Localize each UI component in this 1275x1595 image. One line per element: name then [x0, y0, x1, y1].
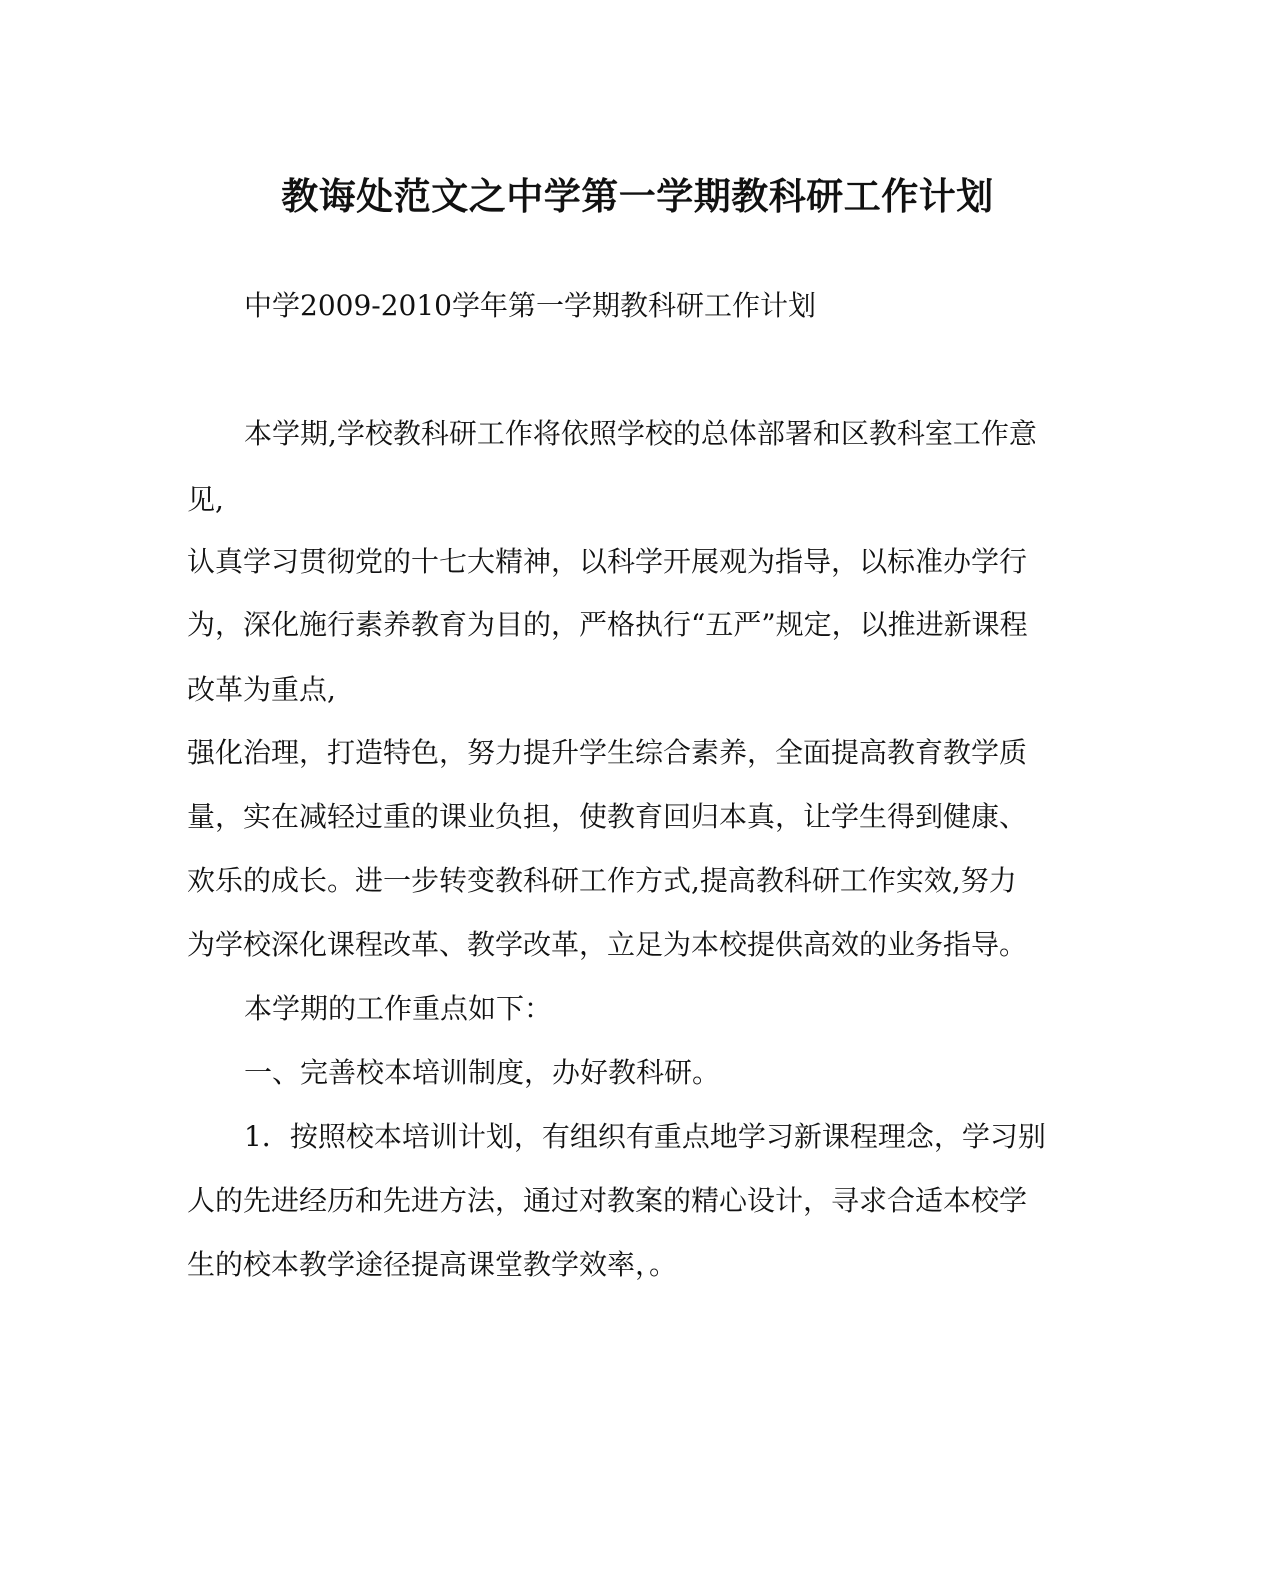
- body-line: 为，深化施行素养教育为目的，严格执行“五严”规定，以推进新课程: [187, 608, 1028, 641]
- section-intro: 本学期的工作重点如下：: [244, 992, 553, 1025]
- body-line: 量，实在减轻过重的课业负担，使教育回归本真，让学生得到健康、: [187, 800, 1028, 833]
- body-line: 认真学习贯彻党的十七大精神，以科学开展观为指导，以标准办学行: [187, 545, 1028, 578]
- section-heading: 一、完善校本培训制度，办好教科研。: [244, 1056, 721, 1089]
- body-line: 改革为重点,: [187, 673, 336, 706]
- body-line: 强化治理，打造特色，努力提升学生综合素养，全面提高教育教学质: [187, 736, 1028, 769]
- body-line: 人的先进经历和先进方法，通过对教案的精心设计，寻求合适本校学: [187, 1184, 1028, 1217]
- body-line: 本学期,学校教科研工作将依照学校的总体部署和区教科室工作意: [244, 417, 1037, 450]
- body-line: 生的校本教学途径提高课堂教学效率，。: [187, 1248, 678, 1281]
- body-line: 1．按照校本培训计划，有组织有重点地学习新课程理念，学习别: [244, 1120, 1046, 1153]
- body-line: 为学校深化课程改革、教学改革，立足为本校提供高效的业务指导。: [187, 928, 1028, 961]
- document-subtitle: 中学2009-2010学年第一学期教科研工作计划: [244, 289, 816, 322]
- document-title: 教诲处范文之中学第一学期教科研工作计划: [281, 174, 994, 218]
- body-line: 欢乐的成长。进一步转变教科研工作方式,提高教科研工作实效,努力: [187, 864, 1017, 897]
- body-line: 见,: [187, 483, 224, 516]
